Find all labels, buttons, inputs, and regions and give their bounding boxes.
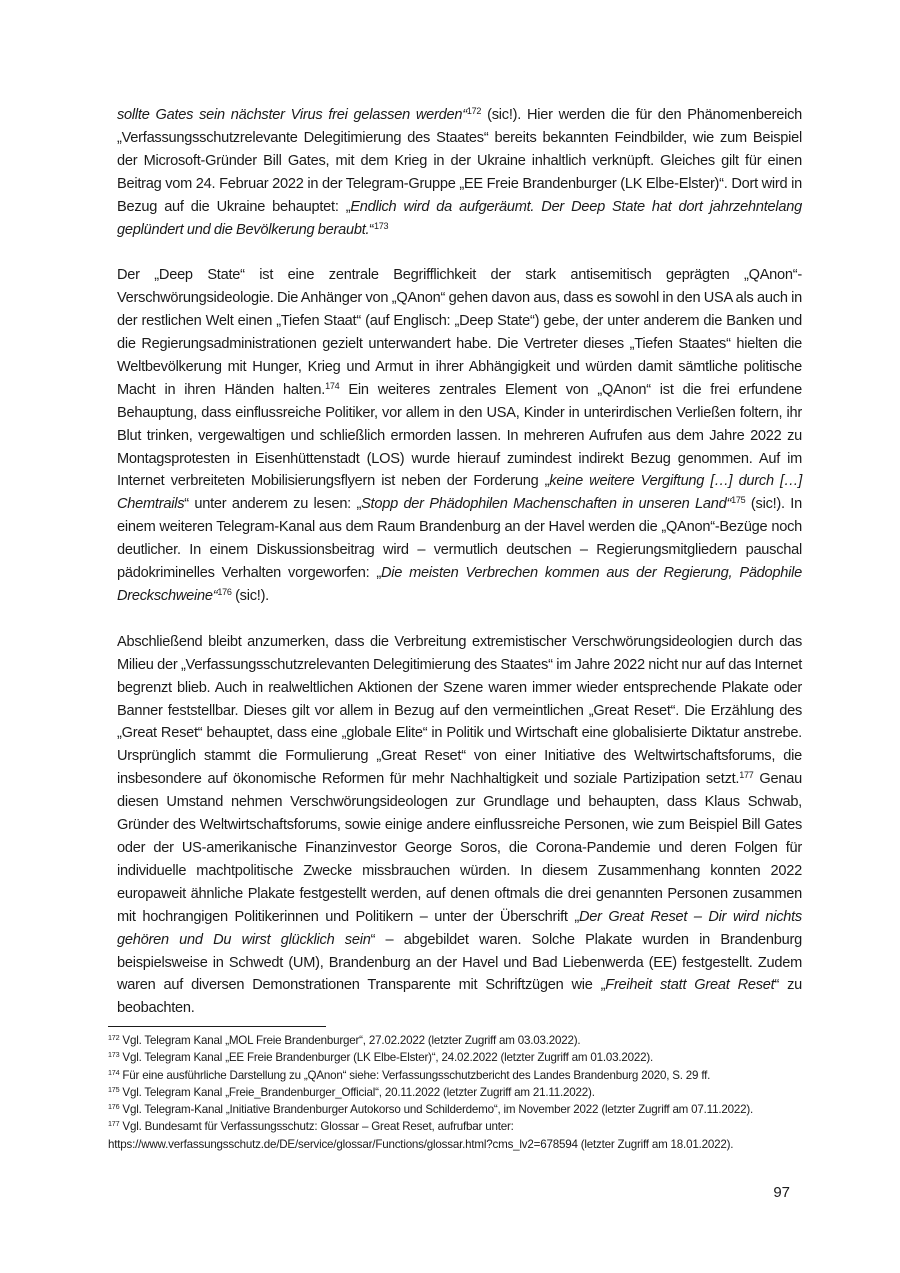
footnote-number: 174 bbox=[108, 1067, 120, 1077]
footnote bbox=[108, 1101, 808, 1118]
page-number: 97 bbox=[773, 1184, 790, 1201]
text-run: Der „Deep State“ ist eine zentrale Begrifflichkeit der stark antisemitisch geprägten „QAnon“-Verschwörungsideologie. Die Anhänger von „QAnon“ gehen davon aus, dass es sowohl in den USA als auch in der restlichen Welt einen „Tiefen Staat“ (auf Englisch: „Deep State“) gebe, der unter anderem die Banken und die Regierungsadministrationen gezielt unterwandert habe. Die Vertreter dieses „Tiefen Staates“ hielten die Weltbevölkerung mit Hunger, Krieg und Armut in ihrer Abhängigkeit und würden damit sämtliche politische Macht in ihren Händen halten. bbox=[117, 267, 802, 398]
footnote-number: 176 bbox=[108, 1102, 120, 1112]
quoted-text: Die meisten Verbrechen kommen aus der Regierung, Pädophile Dreckschweine“ bbox=[117, 565, 802, 605]
footnote bbox=[108, 1032, 808, 1049]
footnote-number: 177 bbox=[108, 1119, 120, 1129]
footnote-text: Vgl. Bundesamt für Verfassungsschutz: Glossar – Great Reset, aufrufbar unter: https://www.verfassungsschutz.de/DE/service/glossar/Functions/glossar.html?cms_lv2=678594 (letzter Zugriff am 18.01.2022). bbox=[108, 1120, 734, 1151]
footnote-reference: 174 bbox=[325, 380, 340, 391]
quoted-text: Stopp der Phädophilen Machenschaften in unseren Land“ bbox=[361, 496, 732, 513]
footnotes bbox=[108, 1032, 808, 1153]
paragraph bbox=[117, 631, 802, 1020]
footnote-text: Vgl. Telegram-Kanal „Initiative Brandenburger Autokorso und Schilderdemo“, im November 2022 (letzter Zugriff am 07.11.2022). bbox=[119, 1103, 754, 1117]
quoted-text: Der Great Reset – Dir wird nichts gehören und Du wirst glücklich sein bbox=[117, 908, 802, 948]
text-run: “ – abgebildet waren. Solche Plakate wurden in Brandenburg beispielsweise in Schwedt (UM), Brandenburg an der Havel und Bad Liebenwerda (EE) festgestellt. Zudem waren auf diversen Demonstrationen Transparente mit Schriftzügen wie „ bbox=[117, 931, 802, 994]
footnote-reference: 177 bbox=[739, 770, 754, 781]
text-run: (sic!). Hier werden die für den Phänomenbereich „Verfassungsschutzrelevante Delegitimierung des Staates“ bereits bekannten Feindbilder, wie zum Beispiel der Microsoft-Gründer Bill Gates, mit dem Krieg in der Ukraine inhaltlich verknüpft. Gleiches gilt für einen Beitrag vom 24. Februar 2022 in der Telegram-Gruppe „EE Freie Brandenburger (LK Elbe-Elster)“. Dort wird in Bezug auf die Ukraine behauptet: „ bbox=[117, 107, 802, 215]
footnote-reference: 173 bbox=[373, 220, 389, 231]
footnote-reference: 175 bbox=[731, 495, 746, 506]
footnote-number: 175 bbox=[108, 1084, 120, 1094]
footnote-number: 173 bbox=[108, 1050, 120, 1060]
footnote bbox=[108, 1067, 808, 1084]
text-run: (sic!). In einem weiteren Telegram-Kanal aus dem Raum Brandenburg an der Havel werden die „QAnon“-Bezüge noch deutlicher. In einem Diskussionsbeitrag wird – vermutlich deutschen – Regierungsmitgliedern pauschal pädokriminelles Verhalten vorgeworfen: „ bbox=[117, 496, 802, 582]
paragraph bbox=[117, 104, 802, 241]
paragraph bbox=[117, 264, 802, 608]
text-run: “ unter anderem zu lesen: „ bbox=[184, 496, 362, 513]
footnote-number: 172 bbox=[108, 1033, 120, 1043]
footnote-reference: 172 bbox=[466, 106, 482, 117]
footnote bbox=[108, 1118, 808, 1153]
footnote-text: Vgl. Telegram Kanal „MOL Freie Brandenburger“, 27.02.2022 (letzter Zugriff am 03.03.2022). bbox=[119, 1034, 581, 1047]
footnote-text: Vgl. Telegram Kanal „EE Freie Brandenburger (LK Elbe-Elster)“, 24.02.2022 (letzter Zugriff am 01.03.2022). bbox=[119, 1051, 654, 1065]
footnote-text: Für eine ausführliche Darstellung zu „QAnon“ siehe: Verfassungsschutzbericht des Landes Brandenburg 2020, S. 29 ff. bbox=[119, 1068, 711, 1082]
footnote-text: Vgl. Telegram Kanal „Freie_Brandenburger_Official“, 20.11.2022 (letzter Zugriff am 21.11.2022). bbox=[119, 1085, 595, 1099]
footnote-reference: 176 bbox=[217, 587, 232, 598]
footnote-separator bbox=[108, 1026, 326, 1027]
quoted-text: sollte Gates sein nächster Virus frei gelassen werden“ bbox=[117, 107, 467, 123]
quoted-text: Endlich wird da aufgeräumt. Der Deep State hat dort jahrzehntelang geplündert und die Bevölkerung beraubt. bbox=[117, 198, 802, 238]
text-run: Ein weiteres zentrales Element von „QAnon“ ist die frei erfundene Behauptung, dass einflussreiche Politiker, vor allem in den USA, Kinder in unterirdischen Verließen foltern, ihr Blut trinken, vergewaltigen und schließlich ermorden lassen. In mehreren Aufrufen aus dem Jahre 2022 zu Montagsprotesten in Eisenhüttenstadt (LOS) wurde hierauf zumindest indirekt Bezug genommen. Auf im Internet verbreiteten Mobilisierungsflyern ist neben der Forderung „ bbox=[117, 381, 802, 490]
text-run: “ zu beobachten. bbox=[117, 977, 802, 1017]
footnote bbox=[108, 1084, 808, 1101]
text-run: (sic!). bbox=[231, 588, 269, 605]
text-run: Abschließend bleibt anzumerken, dass die Verbreitung extremistischer Verschwörungsideologien durch das Milieu der „Verfassungsschutzrelevanten Delegitimierung des Staates“ im Jahre 2022 nicht nur auf das Internet begrenzt blieb. Auch in realweltlichen Aktionen der Szene waren immer wieder entsprechende Plakate oder Banner feststellbar. Dieses gilt vor allem in Bezug auf den vermeintlichen „Great Reset“. Die Erzählung des „Great Reset“ behauptet, dass eine „globale Elite“ in Politik und Wirtschaft eine globalisierte Diktatur anstrebe. Ursprünglich stammt die Formulierung „Great Reset“ von einer Initiative des Weltwirtschaftsforums, die insbesondere auf ökonomische Reformen für mehr Nachhaltigkeit und soziale Partizipation setzt. bbox=[117, 633, 802, 788]
text-run: “ bbox=[369, 221, 374, 238]
text-run: Genau diesen Umstand nehmen Verschwörungsideologen zur Grundlage und behaupten, dass Klaus Schwab, Gründer des Weltwirtschaftsforums, sowie einige andere einflussreiche Personen, wie zum Beispiel Bill Gates oder der US-amerikanische Finanzinvestor George Soros, die Corona-Pandemie und deren Folgen für individuelle machtpolitische Zwecke missbrauchen würden. In diesem Zusammenhang konnten 2022 europaweit ähnliche Plakate festgestellt werden, auf denen oftmals die drei genannten Personen zusammen mit hochrangigen Politikerinnen und Politikern – unter der Überschrift „ bbox=[117, 771, 802, 925]
body-text bbox=[117, 104, 802, 1043]
footnote bbox=[108, 1049, 808, 1066]
quoted-text: Freiheit statt Great Reset bbox=[605, 977, 775, 994]
quoted-text: keine weitere Vergiftung […] durch […] Chemtrails bbox=[117, 473, 802, 513]
